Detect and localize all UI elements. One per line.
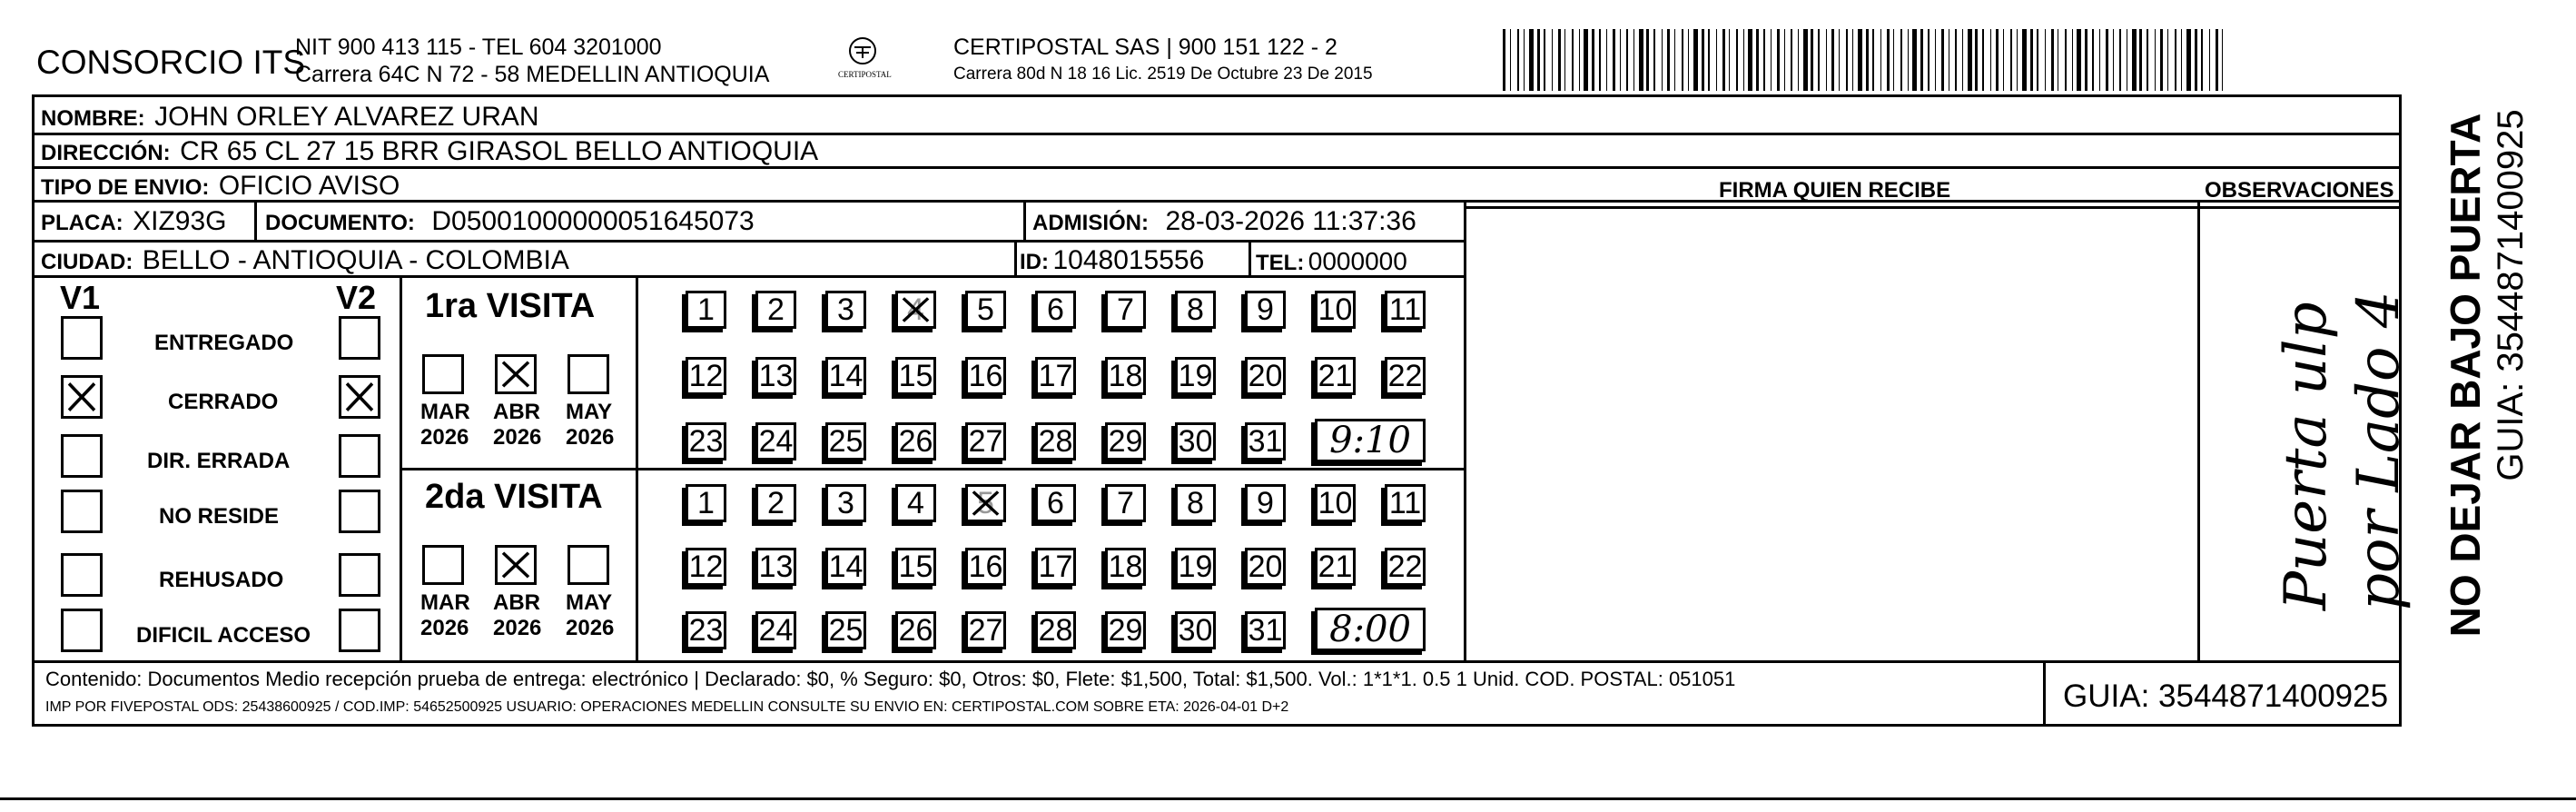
logo-text: CERTIPOSTAL <box>838 70 892 79</box>
visita1-day-7[interactable]: 7 <box>1105 291 1146 329</box>
visita1-month-label-2: MAY <box>566 400 613 424</box>
x-mark-icon <box>64 378 100 416</box>
visita1-day-12[interactable]: 12 <box>686 357 726 395</box>
visita1-day-19[interactable]: 19 <box>1175 357 1216 395</box>
x-mark-icon <box>968 487 1003 520</box>
visita2-time-handwritten: 8:00 <box>1329 609 1411 650</box>
carrier-address: Carrera 80d N 18 16 Lic. 2519 De Octubre 23 De 2015 <box>953 64 1373 84</box>
status-label-0: ENTREGADO <box>154 331 294 355</box>
visita2-day-14[interactable]: 14 <box>825 548 866 586</box>
col-firma-left <box>1464 200 1466 661</box>
visita2-day-17[interactable]: 17 <box>1035 548 1076 586</box>
visita2-day-10[interactable]: 10 <box>1315 484 1356 522</box>
observaciones-note <box>2220 263 2413 645</box>
visita2-day-27[interactable]: 27 <box>965 611 1006 649</box>
visita1-day-3[interactable]: 3 <box>825 291 866 329</box>
visita2-day-11[interactable]: 11 <box>1385 484 1426 522</box>
visita2-day-1[interactable]: 1 <box>686 484 726 522</box>
visita2-title: 2da VISITA <box>425 478 603 516</box>
visita1-day-20[interactable]: 20 <box>1245 357 1286 395</box>
nombre-label: NOMBRE: <box>41 106 145 131</box>
visita1-time-box <box>1315 419 1426 462</box>
documento-value: D05001000000051645073 <box>431 206 755 236</box>
visita1-day-13[interactable]: 13 <box>755 357 796 395</box>
v1-checkbox-0[interactable] <box>61 316 103 360</box>
visita2-day-26[interactable]: 26 <box>895 611 936 649</box>
visita1-time-handwritten: 9:10 <box>1329 420 1411 461</box>
ciudad-value: BELLO - ANTIOQUIA - COLOMBIA <box>142 245 569 275</box>
observaciones-line-1: Puerta ulp <box>2273 302 2340 610</box>
visita1-day-10[interactable]: 10 <box>1315 291 1356 329</box>
nombre-row <box>41 104 539 131</box>
observaciones-line-2: por Lado 4 <box>2345 291 2413 610</box>
company-name: CONSORCIO ITS <box>36 44 306 81</box>
v2-checkbox-4[interactable] <box>339 553 380 597</box>
footer-imp: IMP POR FIVEPOSTAL ODS: 25438600925 / COD.IMP: 54652500925 USUARIO: OPERACIONES MEDELLIN CONSULTE SU ENVIO EN: CERTIPOSTAL.COM SOBRE ETA: 2026-04-01 D+2 <box>45 699 1289 715</box>
firma-header: FIRMA QUIEN RECIBE <box>1719 178 1951 203</box>
barcode <box>1503 29 2229 91</box>
firma-header-line <box>1464 206 2399 209</box>
documento-row <box>265 208 755 235</box>
company-address: Carrera 64C N 72 - 58 MEDELLIN ANTIOQUIA <box>295 62 770 87</box>
visita2-day-18[interactable]: 18 <box>1105 548 1146 586</box>
certipostal-logo <box>831 35 894 89</box>
tel-label: TEL: <box>1256 251 1305 275</box>
visita2-day-24[interactable]: 24 <box>755 611 796 649</box>
visita1-day-14[interactable]: 14 <box>825 357 866 395</box>
visita2-month-label-2: MAY <box>566 590 613 615</box>
x-mark-icon <box>498 548 534 582</box>
x-mark-icon <box>898 293 933 326</box>
no-dejar-text: NO DEJAR BAJO PUERTA <box>2442 113 2489 638</box>
visita2-month-label-1: ABR <box>493 590 540 615</box>
visita1-day-1[interactable]: 1 <box>686 291 726 329</box>
id-value: 1048015556 <box>1052 245 1205 275</box>
v2-label: V2 <box>336 279 377 316</box>
visita1-day-25[interactable]: 25 <box>825 422 866 460</box>
tel-row <box>1256 249 1407 274</box>
visita2-day-30[interactable]: 30 <box>1175 611 1216 649</box>
col-id-tel <box>1249 240 1251 275</box>
status-label-5: DIFICIL ACCESO <box>136 623 311 648</box>
direccion-row <box>41 138 818 165</box>
visita1-day-27[interactable]: 27 <box>965 422 1006 460</box>
visita2-day-5[interactable]: 5 <box>965 484 1006 522</box>
visita2-day-13[interactable]: 13 <box>755 548 796 586</box>
visita1-month-box-2[interactable] <box>568 354 609 394</box>
visita2-day-21[interactable]: 21 <box>1315 548 1356 586</box>
visita1-day-29[interactable]: 29 <box>1105 422 1146 460</box>
v1-checkbox-1[interactable] <box>61 375 103 419</box>
visita2-month-box-1[interactable] <box>495 545 537 585</box>
visita1-day-24[interactable]: 24 <box>755 422 796 460</box>
visita2-day-20[interactable]: 20 <box>1245 548 1286 586</box>
visita2-day-23[interactable]: 23 <box>686 611 726 649</box>
visita2-month-box-0[interactable] <box>422 545 464 585</box>
visita2-day-16[interactable]: 16 <box>965 548 1006 586</box>
status-label-4: REHUSADO <box>159 568 284 592</box>
visita1-title: 1ra VISITA <box>425 287 596 325</box>
v1-checkbox-3[interactable] <box>61 490 103 533</box>
visita2-month-box-2[interactable] <box>568 545 609 585</box>
tipo-label: TIPO DE ENVIO: <box>41 175 210 200</box>
v2-checkbox-2[interactable] <box>339 434 380 478</box>
visita2-day-28[interactable]: 28 <box>1035 611 1076 649</box>
x-mark-icon <box>341 378 378 416</box>
status-label-1: CERRADO <box>168 390 279 414</box>
visit-divider <box>400 468 1464 470</box>
visita2-year-label-0: 2026 <box>420 616 469 640</box>
visita2-day-19[interactable]: 19 <box>1175 548 1216 586</box>
visita1-day-5[interactable]: 5 <box>965 291 1006 329</box>
row-line-2 <box>32 166 2402 169</box>
direccion-label: DIRECCIÓN: <box>41 141 171 165</box>
v2-checkbox-0[interactable] <box>339 316 380 360</box>
visita1-day-21[interactable]: 21 <box>1315 357 1356 395</box>
visita2-day-4[interactable]: 4 <box>895 484 936 522</box>
row-line-footer <box>32 660 2402 663</box>
visita1-day-2[interactable]: 2 <box>755 291 796 329</box>
v2-checkbox-1[interactable] <box>339 375 380 419</box>
placa-label: PLACA: <box>41 211 123 235</box>
visita1-day-11[interactable]: 11 <box>1385 291 1426 329</box>
visita2-day-2[interactable]: 2 <box>755 484 796 522</box>
page-bottom-rule <box>0 797 2576 800</box>
visita2-time-box <box>1315 608 1426 651</box>
visita2-day-7[interactable]: 7 <box>1105 484 1146 522</box>
documento-label: DOCUMENTO: <box>265 211 415 235</box>
visita1-day-15[interactable]: 15 <box>895 357 936 395</box>
footer-contenido: Contenido: Documentos Medio recepción prueba de entrega: electrónico | Declarado: $0, % Seguro: $0, Otros: $0, Flete: $1,500, Total: $1,500. Vol.: 1*1*1. 0.5 1 Unid. COD. POSTAL: 051051 <box>45 668 1736 690</box>
frame-bottom <box>32 724 2402 727</box>
visita1-day-9[interactable]: 9 <box>1245 291 1286 329</box>
visita1-day-26[interactable]: 26 <box>895 422 936 460</box>
tipo-value: OFICIO AVISO <box>218 171 400 201</box>
placa-row <box>41 208 226 235</box>
visita2-day-8[interactable]: 8 <box>1175 484 1216 522</box>
visita1-month-box-1[interactable] <box>495 354 537 394</box>
visita1-day-18[interactable]: 18 <box>1105 357 1146 395</box>
frame-top <box>32 94 2402 97</box>
footer-guia-left <box>2043 660 2046 724</box>
ciudad-row <box>41 247 569 274</box>
visita1-day-30[interactable]: 30 <box>1175 422 1216 460</box>
col-obs-left <box>2197 200 2200 661</box>
admision-value: 28-03-2026 11:37:36 <box>1165 206 1416 236</box>
visita2-year-label-2: 2026 <box>566 616 615 640</box>
nit-line: NIT 900 413 115 - TEL 604 3201000 <box>295 35 662 60</box>
visita2-day-31[interactable]: 31 <box>1245 611 1286 649</box>
tel-value: 0000000 <box>1308 247 1407 275</box>
row-line-4 <box>32 240 1466 243</box>
visita1-year-label-1: 2026 <box>493 425 542 450</box>
tipo-row <box>41 173 400 200</box>
col-ciudad-id <box>1014 240 1017 275</box>
nombre-value: JOHN ORLEY ALVAREZ URAN <box>154 102 539 132</box>
row-line-5 <box>32 275 1466 278</box>
visita1-day-31[interactable]: 31 <box>1245 422 1286 460</box>
ciudad-label: CIUDAD: <box>41 250 133 274</box>
direccion-value: CR 65 CL 27 15 BRR GIRASOL BELLO ANTIOQUIA <box>180 136 819 166</box>
visita1-day-22[interactable]: 22 <box>1385 357 1426 395</box>
visita1-day-8[interactable]: 8 <box>1175 291 1216 329</box>
footer-guia: GUIA: 3544871400925 <box>2063 678 2389 714</box>
status-label-2: DIR. ERRADA <box>147 449 291 473</box>
visita1-year-label-0: 2026 <box>420 425 469 450</box>
frame-left <box>32 94 35 726</box>
observaciones-header: OBSERVACIONES <box>2205 178 2394 203</box>
visita1-day-16[interactable]: 16 <box>965 357 1006 395</box>
id-row <box>1020 247 1204 274</box>
side-guia-text: GUIA: 3544871400925 <box>2491 109 2531 481</box>
visita2-day-6[interactable]: 6 <box>1035 484 1076 522</box>
row-line-1 <box>32 133 2402 135</box>
visita2-day-29[interactable]: 29 <box>1105 611 1146 649</box>
placa-value: XIZ93G <box>133 206 227 236</box>
visita1-month-label-0: MAR <box>420 400 470 424</box>
id-label: ID: <box>1020 250 1049 274</box>
visita2-day-15[interactable]: 15 <box>895 548 936 586</box>
visita1-day-4[interactable]: 4 <box>895 291 936 329</box>
visita1-day-28[interactable]: 28 <box>1035 422 1076 460</box>
col-doc-adm <box>1023 200 1026 240</box>
visita2-day-3[interactable]: 3 <box>825 484 866 522</box>
visita1-month-label-1: ABR <box>493 400 540 424</box>
v2-checkbox-3[interactable] <box>339 490 380 533</box>
visita2-day-25[interactable]: 25 <box>825 611 866 649</box>
visita1-year-label-2: 2026 <box>566 425 615 450</box>
certipostal-logo-icon <box>831 35 894 89</box>
visita2-day-12[interactable]: 12 <box>686 548 726 586</box>
v1-label: V1 <box>60 279 101 316</box>
carrier-line: CERTIPOSTAL SAS | 900 151 122 - 2 <box>953 35 1337 60</box>
v1-checkbox-5[interactable] <box>61 609 103 652</box>
visita1-day-6[interactable]: 6 <box>1035 291 1076 329</box>
side-panel <box>2406 109 2542 645</box>
admision-label: ADMISIÓN: <box>1032 211 1149 235</box>
v1-checkbox-4[interactable] <box>61 553 103 597</box>
visita1-day-23[interactable]: 23 <box>686 422 726 460</box>
visita2-day-9[interactable]: 9 <box>1245 484 1286 522</box>
v1-checkbox-2[interactable] <box>61 434 103 478</box>
visita1-day-17[interactable]: 17 <box>1035 357 1076 395</box>
v2-checkbox-5[interactable] <box>339 609 380 652</box>
visita2-month-label-0: MAR <box>420 590 470 615</box>
visita2-day-22[interactable]: 22 <box>1385 548 1426 586</box>
visita1-month-box-0[interactable] <box>422 354 464 394</box>
visita2-year-label-1: 2026 <box>493 616 542 640</box>
x-mark-icon <box>498 357 534 391</box>
col-placa-doc <box>254 200 257 240</box>
status-label-3: NO RESIDE <box>159 504 280 529</box>
admision-row <box>1032 208 1416 235</box>
barcode-graphic <box>1503 29 2229 91</box>
